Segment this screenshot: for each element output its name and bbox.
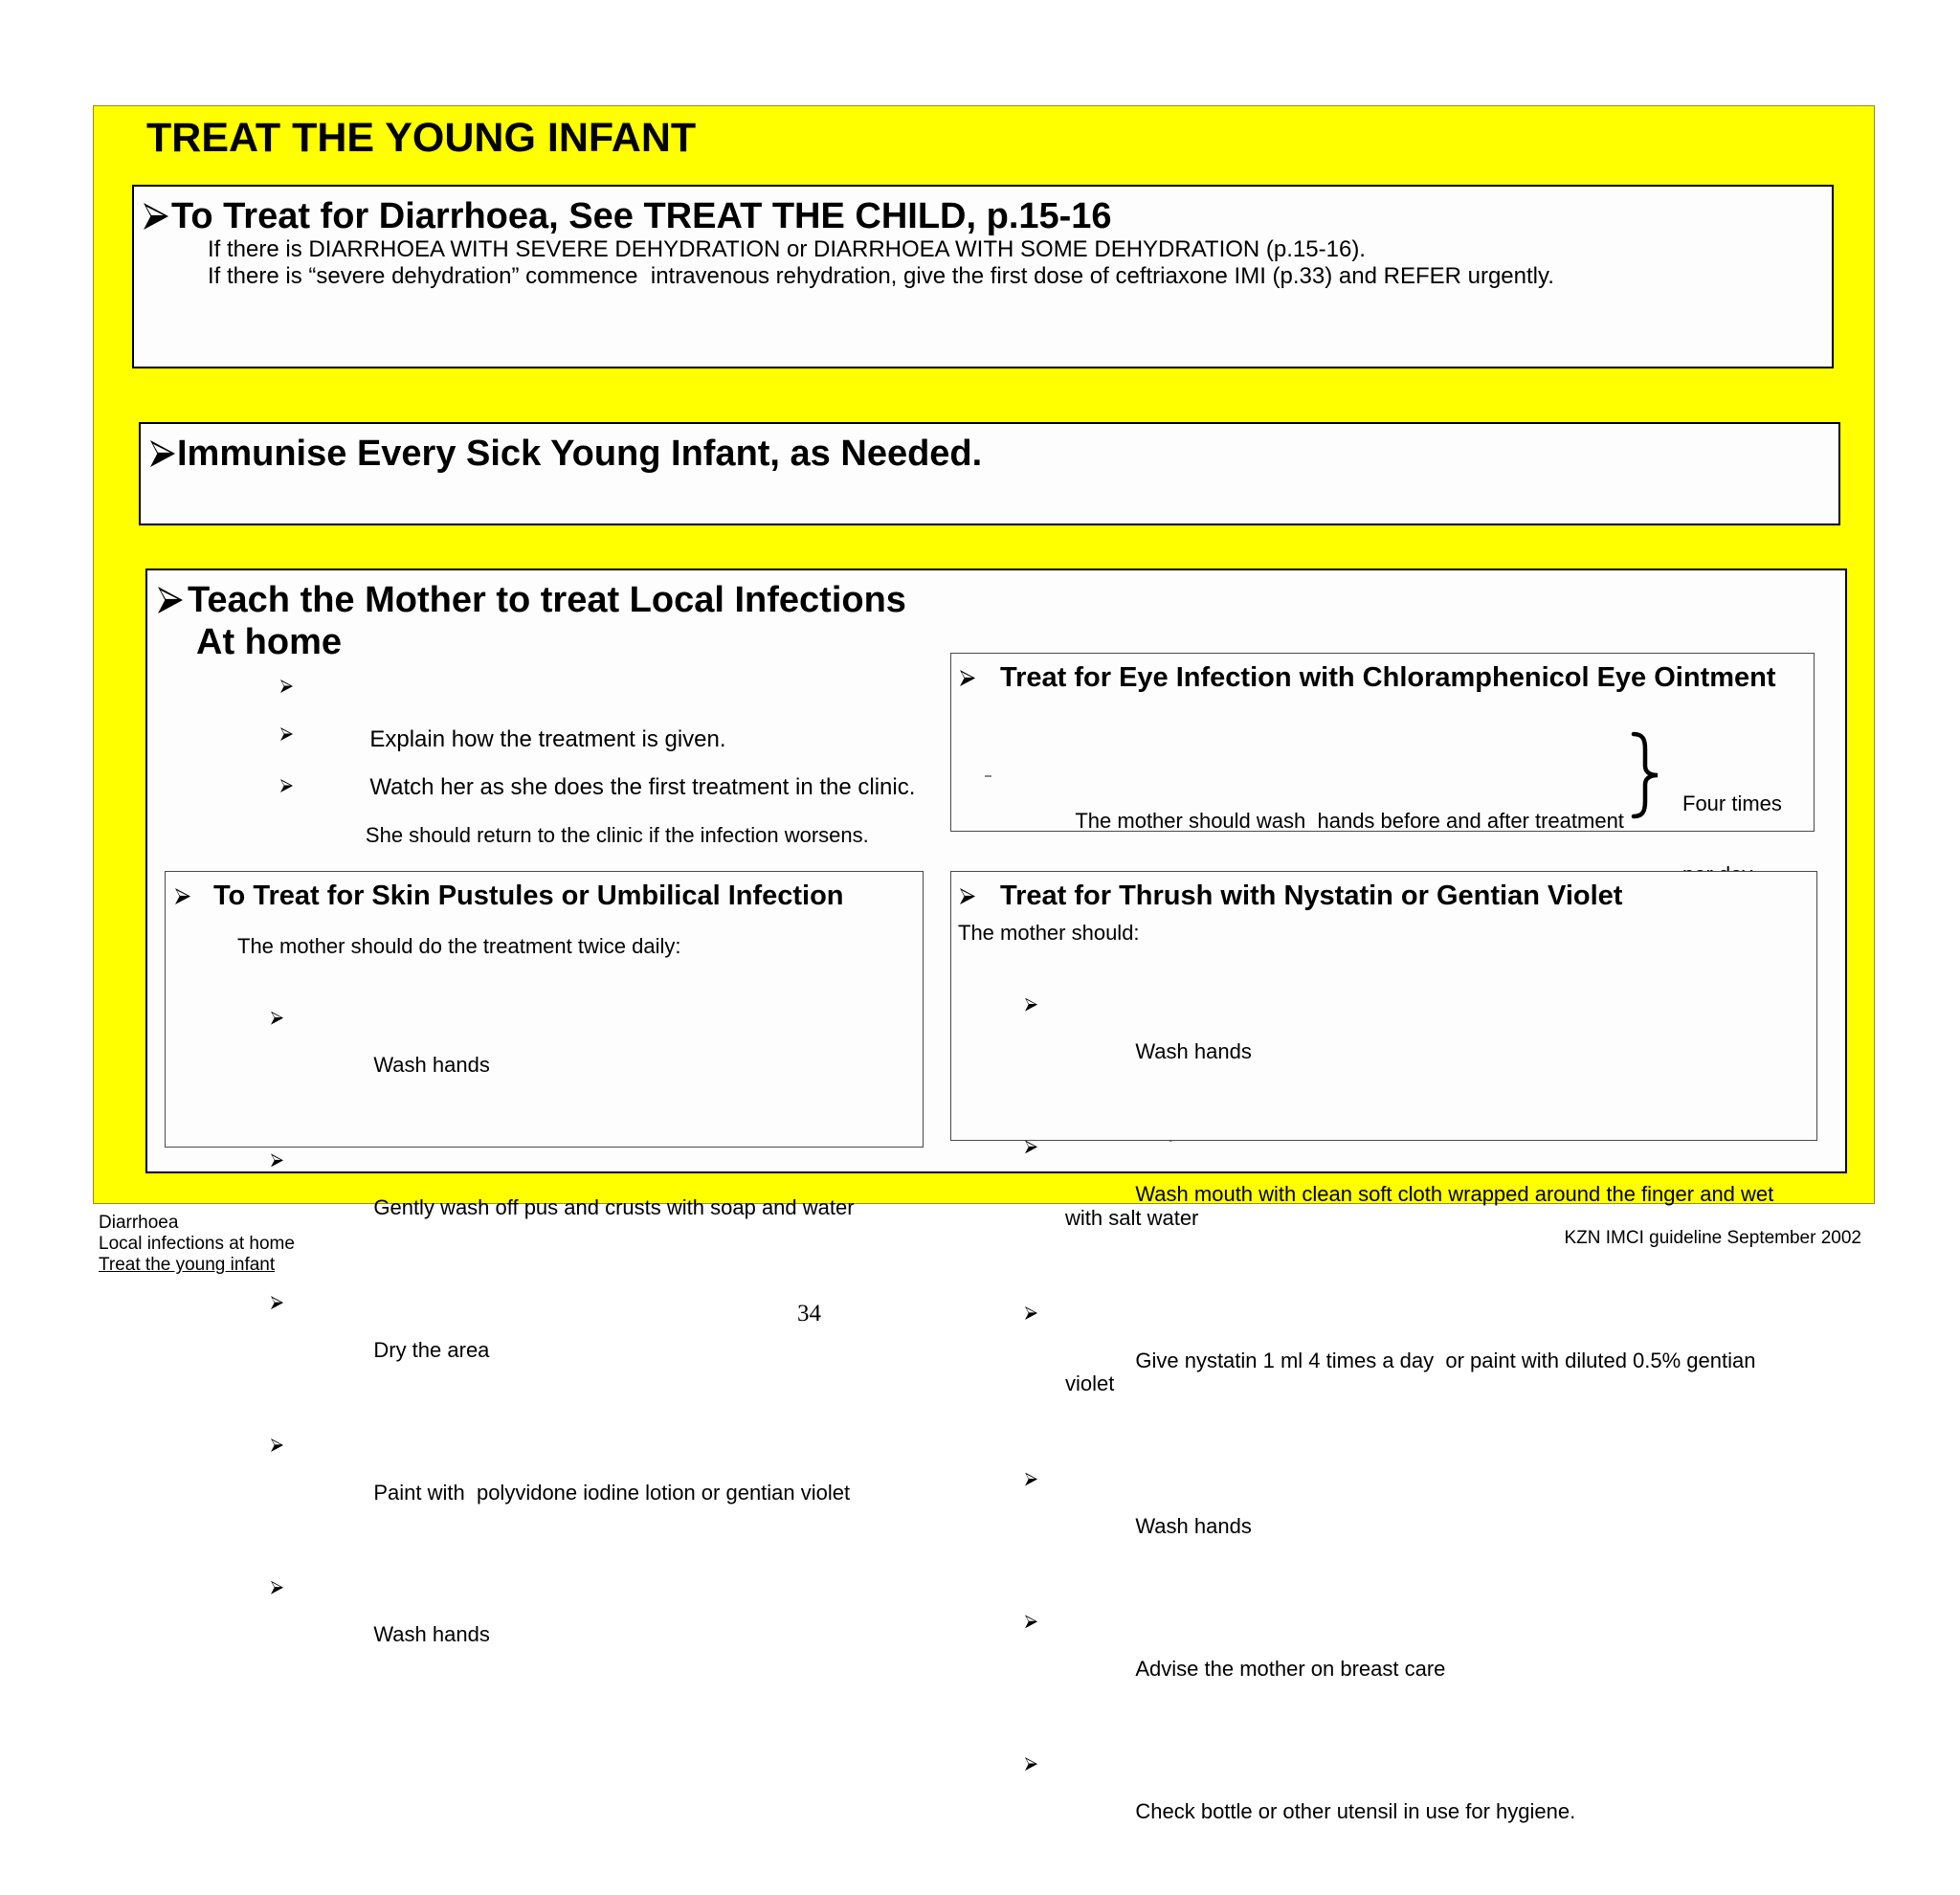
list-item <box>1065 1468 1807 1563</box>
diarrhoea-box <box>132 185 1834 368</box>
footer-topic: Diarrhoea <box>99 1213 179 1233</box>
arrow-bullet-icon <box>158 587 183 613</box>
list-item <box>1065 1752 1807 1847</box>
instruction-text: Watch her as she does the first treatment in the clinic. <box>369 774 916 800</box>
list-item-text: Wash hands <box>373 1053 490 1078</box>
arrow-bullet-icon <box>175 888 190 904</box>
arrow-bullet-icon <box>150 440 175 467</box>
arrow-bullet-icon <box>271 1438 283 1452</box>
instruction-text: She should return to the clinic if the infection worsens. <box>365 823 869 847</box>
arrow-bullet-icon <box>1025 1757 1037 1771</box>
list-item <box>303 1291 855 1386</box>
dash-icon <box>985 775 991 777</box>
list-item-text: Dry the area <box>373 1337 490 1362</box>
skin-steps-list <box>303 959 855 1719</box>
eye-infection-box <box>950 653 1815 832</box>
diarrhoea-line-2: If there is “severe dehydration” commence intravenous rehydration, give the first dose of ceftriaxone IMI (p.33) and REFER urgently. <box>208 263 1554 289</box>
list-item <box>1065 1610 1807 1705</box>
thrush-intro: The mother should: <box>958 921 1140 945</box>
list-item-text: Gently wash off pus and crusts with soap and water <box>373 1194 855 1219</box>
list-item <box>303 1148 855 1243</box>
immunise-box <box>139 422 1840 525</box>
footer-topic: Local infections at home <box>99 1234 295 1255</box>
arrow-bullet-icon <box>1025 1615 1037 1628</box>
list-item-text: Wash hands <box>1135 1039 1252 1064</box>
arrow-bullet-icon <box>271 1012 283 1025</box>
arrow-bullet-icon <box>960 888 975 904</box>
arrow-bullet-icon <box>144 203 168 230</box>
list-item-text: The mother should wash hands before and after treatment <box>1075 809 1624 834</box>
list-item <box>303 1576 855 1671</box>
list-item-text: Check bottle or other utensil in use for hygiene. <box>1135 1798 1576 1823</box>
local-infections-heading: Teach the Mother to treat Local Infections <box>188 580 906 620</box>
footer-source: KZN IMCI guideline September 2002 <box>1564 1228 1861 1248</box>
diarrhoea-heading: To Treat for Diarrhoea, See TREAT THE CHILD, p.15-16 <box>171 196 1112 236</box>
list-item <box>1065 993 1807 1088</box>
list-item-text: Wash hands <box>373 1622 490 1647</box>
list-item <box>1065 1302 1807 1420</box>
thrush-heading: Treat for Thrush with Nystatin or Gentian Violet <box>1000 881 1623 911</box>
frequency-line: Four times <box>1682 791 1782 815</box>
curly-brace-icon <box>1631 731 1660 819</box>
footer-topics <box>99 1213 295 1277</box>
arrow-bullet-icon <box>271 1153 283 1167</box>
list-item <box>1005 763 1641 858</box>
arrow-bullet-icon <box>280 779 293 792</box>
local-infections-subheading: At home <box>196 622 342 662</box>
skin-infection-heading: To Treat for Skin Pustules or Umbilical Infection <box>213 881 844 911</box>
arrow-bullet-icon <box>1025 1473 1037 1486</box>
instruction-text: Explain how the treatment is given. <box>369 726 726 752</box>
arrow-bullet-icon <box>960 670 975 686</box>
arrow-bullet-icon <box>271 1581 283 1594</box>
arrow-bullet-icon <box>280 680 293 693</box>
instruction-item <box>319 773 869 873</box>
list-item-text: Give nystatin 1 ml 4 times a day or paint with diluted 0.5% gentian violet <box>1065 1348 1762 1396</box>
arrow-bullet-icon <box>271 1296 283 1309</box>
list-item-text: Paint with polyvidone iodine lotion or gentian violet <box>373 1480 851 1505</box>
page-title: TREAT THE YOUNG INFANT <box>146 115 697 161</box>
arrow-bullet-icon <box>1025 1306 1037 1320</box>
arrow-bullet-icon <box>1025 998 1037 1012</box>
immunise-heading: Immunise Every Sick Young Infant, as Needed. <box>177 434 983 474</box>
list-item <box>303 1007 855 1102</box>
footer-topic-current: Treat the young infant <box>99 1255 276 1276</box>
list-item-text: Advise the mother on breast care <box>1135 1656 1446 1681</box>
arrow-bullet-icon <box>1025 1140 1037 1153</box>
arrow-bullet-icon <box>280 727 293 741</box>
list-item-text: Wash hands <box>1135 1514 1252 1539</box>
diarrhoea-line-1: If there is DIARRHOEA WITH SEVERE DEHYDRATION or DIARRHOEA WITH SOME DEHYDRATION (p.15-16). <box>208 236 1366 262</box>
page-number: 34 <box>797 1301 821 1326</box>
eye-infection-heading: Treat for Eye Infection with Chloramphenicol Eye Ointment <box>1000 662 1776 693</box>
skin-infection-intro: The mother should do the treatment twice daily: <box>237 934 681 958</box>
list-item-text: Wash mouth with clean soft cloth wrapped around the finger and wet with salt water <box>1065 1181 1780 1230</box>
thrush-steps-list <box>1065 946 1807 1895</box>
list-item <box>303 1434 855 1528</box>
